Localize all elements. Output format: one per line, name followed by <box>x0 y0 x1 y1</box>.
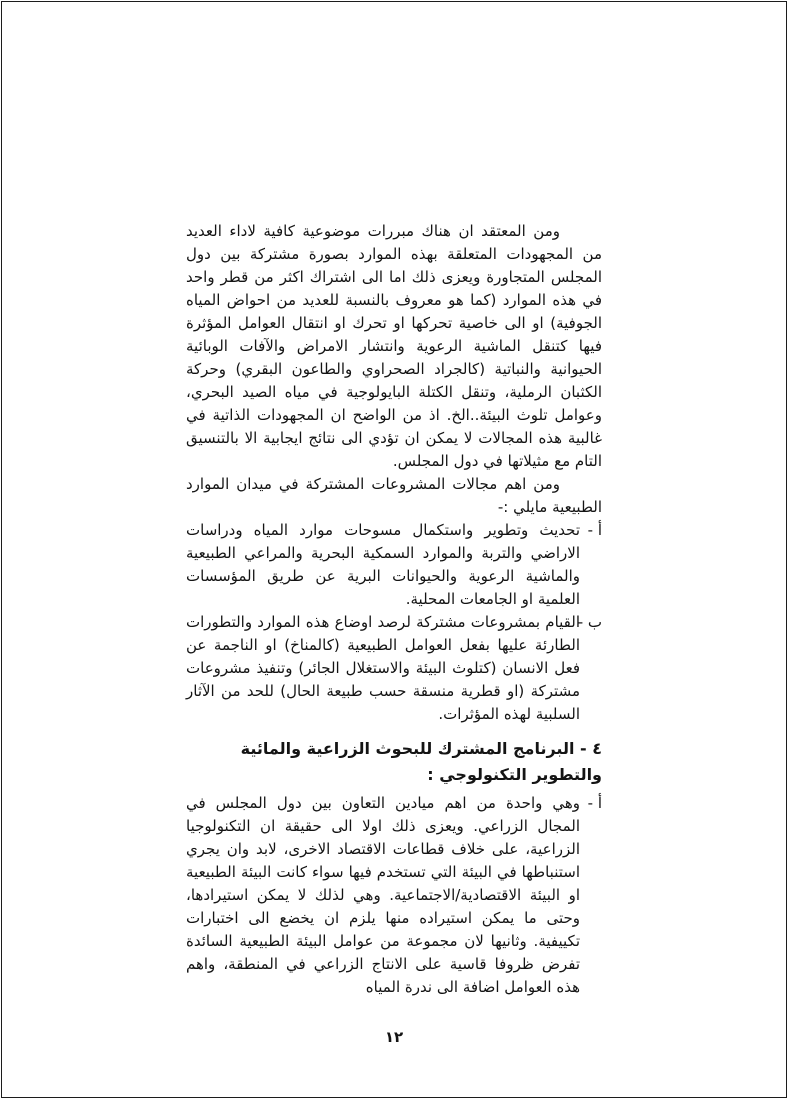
list-item-text: القيام بمشروعات مشتركة لرصد اوضاع هذه الموارد والتطورات الطارئة عليها بفعل العوامل الطبيعية (كالمناخ) او الناجمة عن فعل الانسان (كتلوث البيئة والاستغلال الجائر) وتنفيذ مشروعات مشتركة (او قطرية منسقة حسب طبيعة الحال) للحد من الآثار السلبية لهذه المؤثرات. <box>186 613 580 723</box>
list-item-a <box>186 519 602 611</box>
list-item-text: وهي واحدة من اهم ميادين التعاون بين دول المجلس في المجال الزراعي. ويعزى ذلك اولا الى حقيقة ان التكنولوجيا الزراعية، على خلاف قطاعات الاقتصاد الاخرى، لابد وان يجري استنباطها في البيئة التي تستخدم فيها سواء كانت البيئة الطبيعية او البيئة الاقتصادية/الاجتماعية. وهي لذلك لا يمكن استيرادها، وحتى ما يمكن استيراده منها يلزم ان يخضع الى اختبارات تكييفية. وثانيها لان مجموعة من عوامل البيئة الطبيعية السائدة تفرض ظروفا قاسية على الانتاج الزراعي في المنطقة، واهم هذه العوامل اضافة الى ندرة المياه <box>186 794 580 996</box>
list-item-marker: أ - <box>587 521 602 539</box>
list-item-b <box>186 611 602 726</box>
list-item-marker: ب - <box>577 613 602 631</box>
intro-paragraph: ومن المعتقد ان هناك مبررات موضوعية كافية لاداء العديد من المجهودات المتعلقة بهذه الموارد بصورة مشتركة بين دول المجلس المتجاورة ويعزى ذلك اما الى اشتراك اكثر من قطر واحد في هذه الموارد (كما هو معروف بالنسبة للعديد من احواض المياه الجوفية) او الى خاصية تحركها او تحرك او انتقال العوامل المؤثرة فيها كتنقل الماشية الرعوية وانتشار الامراض والآفات الوبائية الحيوانية والنباتية (كالجراد الصحراوي والطاعون البقري) وحركة الكثبان الرملية، وتنقل الكتلة البايولوجية في مياه الصيد البحري، وعوامل تلوث البيئة..الخ. اذ من الواضح ان المجهودات الذاتية في غالبية هذه المجالات لا يمكن ان تؤدي الى نتائج ايجابية الا بالتنسيق التام مع مثيلاتها في دول المجلس. <box>186 222 602 470</box>
page-number: ١٢ <box>384 1028 404 1046</box>
section-4-heading: ٤ - البرنامج المشترك للبحوث الزراعية والمائية والتطوير التكنولوجي : <box>240 739 602 784</box>
list-item-text: تحديث وتطوير واستكمال مسوحات موارد المياه ودراسات الاراضي والتربة والموارد السمكية البحرية والمراعي الطبيعية والماشية الرعوية والحيوانات البرية عن طريق المؤسسات العلمية او الجامعات المحلية. <box>186 521 580 608</box>
list-item-marker: أ - <box>587 794 602 812</box>
section-4-item-a <box>186 792 602 999</box>
text-column <box>186 220 602 999</box>
projects-intro-line: ومن اهم مجالات المشروعات المشتركة في ميدان الموارد الطبيعية مايلي :- <box>186 475 602 516</box>
